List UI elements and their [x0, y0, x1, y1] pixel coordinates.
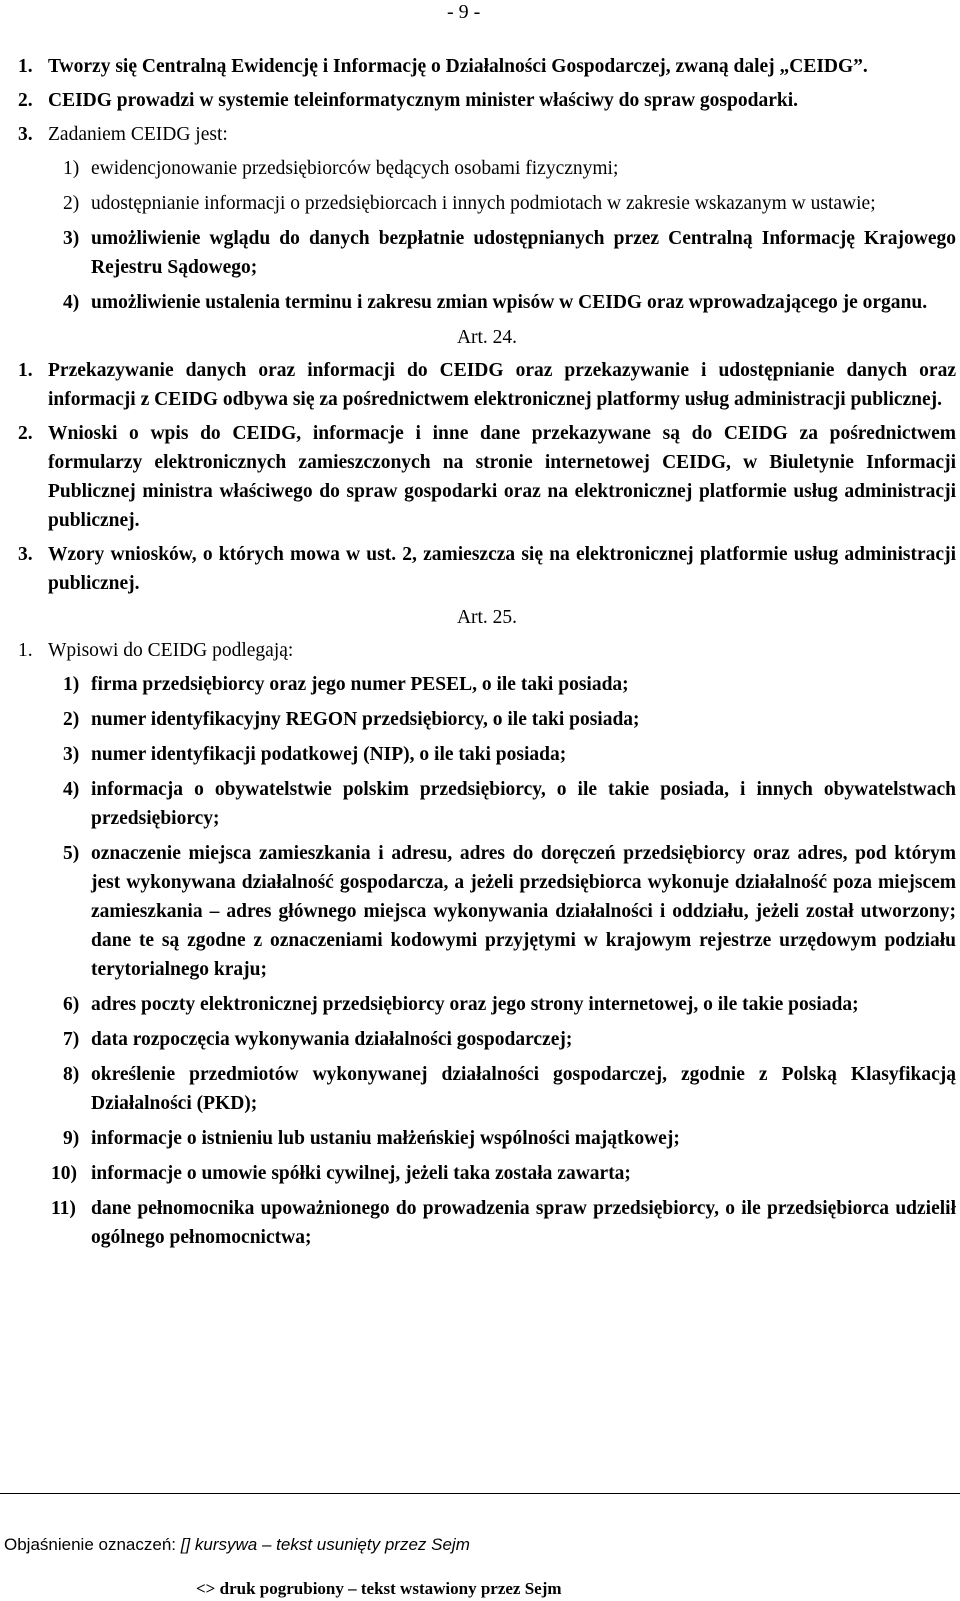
footer-legend — [4, 1535, 470, 1555]
list-item-text: dane pełnomocnika upoważnionego do prowadzenia spraw przedsiębiorcy, o ile przedsiębiorca udzielił ogólnego pełnomocnictwa; — [91, 1198, 956, 1248]
list-item — [18, 705, 956, 734]
list-item — [18, 1194, 956, 1252]
list-item-number: 3) — [63, 744, 80, 765]
list-item — [18, 1060, 956, 1118]
list-item — [18, 288, 956, 317]
paragraph-3 — [18, 120, 956, 149]
list-item-number: 1) — [63, 674, 80, 695]
list-item-number: 7) — [63, 1029, 80, 1050]
list-item-text: informacje o umowie spółki cywilnej, jeżeli taka została zawarta; — [91, 1163, 631, 1184]
list-item — [18, 839, 956, 984]
paragraph-number: 1. — [18, 640, 33, 661]
legend-label: Objaśnienie oznaczeń: — [4, 1535, 177, 1554]
paragraph-number: 1. — [18, 360, 33, 381]
paragraph-text: Przekazywanie danych oraz informacji do CEIDG oraz przekazywanie i udostępnianie danych oraz informacji z CEIDG odbywa się za pośrednictwem elektronicznej platformy usług administracji publicznej. — [48, 360, 956, 410]
paragraph-1 — [18, 52, 956, 81]
list-item-number: 2) — [63, 193, 80, 214]
list-item-text: określenie przedmiotów wykonywanej działalności gospodarczej, zgodnie z Polską Klasyfikacją Działalności (PKD); — [91, 1064, 956, 1114]
list-item — [18, 775, 956, 833]
list-item — [18, 990, 956, 1019]
paragraph-text: CEIDG prowadzi w systemie teleinformatycznym minister właściwy do spraw gospodarki. — [48, 90, 798, 111]
list-item — [18, 224, 956, 282]
list-item-number: 10) — [51, 1163, 77, 1184]
list-item — [18, 1025, 956, 1054]
list-item — [18, 154, 956, 183]
list-item-text: data rozpoczęcia wykonywania działalności gospodarczej; — [91, 1029, 573, 1050]
article-heading-24: Art. 24. — [456, 327, 518, 348]
paragraph-number: 2. — [18, 423, 33, 444]
list-item-text: firma przedsiębiorcy oraz jego numer PESEL, o ile taki posiada; — [91, 674, 629, 695]
list-item-text: umożliwienie wglądu do danych bezpłatnie udostępnianych przez Centralną Informację Krajowego Rejestru Sądowego; — [91, 228, 956, 278]
legend-bold: <> druk pogrubiony – tekst wstawiony przez Sejm — [196, 1579, 562, 1598]
footer-divider — [0, 1493, 960, 1494]
paragraph-text: Zadaniem CEIDG jest: — [48, 124, 228, 145]
list-item-number: 11) — [51, 1198, 76, 1219]
list-item — [18, 1159, 956, 1188]
list-item — [18, 670, 956, 699]
list-item — [18, 740, 956, 769]
paragraph-text: Wnioski o wpis do CEIDG, informacje i inne dane przekazywane są do CEIDG za pośrednictwem formularzy elektronicznych zamieszczonych na stronie internetowej CEIDG, w Biuletynie Informacji Publicznej ministra właściwego do spraw gospodarki oraz na elektronicznej platformie usług administracji publicznej. — [48, 423, 956, 531]
paragraph-text: Wpisowi do CEIDG podlegają: — [48, 640, 294, 661]
list-item-number: 3) — [63, 228, 80, 249]
document-body — [18, 52, 956, 1258]
paragraph-number: 2. — [18, 90, 33, 111]
paragraph-text: Tworzy się Centralną Ewidencję i Informację o Działalności Gospodarczej, zwaną dalej „CEIDG”. — [48, 56, 868, 77]
list-item-text: numer identyfikacyjny REGON przedsiębiorcy, o ile taki posiada; — [91, 709, 640, 730]
paragraph-number: 3. — [18, 544, 33, 565]
list-item-number: 1) — [63, 158, 80, 179]
list-item — [18, 189, 956, 218]
article-heading-25: Art. 25. — [456, 607, 518, 628]
list-item-number: 4) — [63, 779, 80, 800]
list-item-text: adres poczty elektronicznej przedsiębiorcy oraz jego strony internetowej, o ile takie posiada; — [91, 994, 859, 1015]
list-item-text: ewidencjonowanie przedsiębiorców będących osobami fizycznymi; — [91, 158, 619, 179]
list-item-number: 6) — [63, 994, 80, 1015]
legend-italic: [] kursywa – tekst usunięty przez Sejm — [180, 1535, 470, 1554]
list-item-text: umożliwienie ustalenia terminu i zakresu zmian wpisów w CEIDG oraz wprowadzającego je organu. — [91, 292, 928, 313]
list-item — [18, 1124, 956, 1153]
paragraph-number: 1. — [18, 56, 33, 77]
list-item-number: 2) — [63, 709, 80, 730]
art24-paragraph-1 — [18, 356, 956, 414]
art24-paragraph-3 — [18, 540, 956, 598]
list-item-text: informacja o obywatelstwie polskim przedsiębiorcy, o ile takie posiada, i innych obywatelstwach przedsiębiorcy; — [91, 779, 956, 829]
page-number: - 9 - — [447, 1, 481, 23]
list-item-text: udostępnianie informacji o przedsiębiorcach i innych podmiotach w zakresie wskazanym w ustawie; — [91, 193, 876, 214]
list-item-text: numer identyfikacji podatkowej (NIP), o ile taki posiada; — [91, 744, 567, 765]
list-item-text: oznaczenie miejsca zamieszkania i adresu, adres do doręczeń przedsiębiorcy oraz adres, pod którym jest wykonywana działalność gospodarcza, a jeżeli przedsiębiorca wykonuje działalność poza miejscem zamieszkania – adres głównego miejsca wykonywania działalności i oddziału, jeżeli został utworzony; dane te są zgodne z oznaczeniami kodowymi przyjętymi w krajowym rejestrze urzędowym podziału terytorialnego kraju; — [91, 843, 956, 980]
art24-paragraph-2 — [18, 419, 956, 535]
list-item-number: 8) — [63, 1064, 80, 1085]
list-item-number: 9) — [63, 1128, 80, 1149]
list-item-number: 5) — [63, 843, 80, 864]
paragraph-number: 3. — [18, 124, 33, 145]
paragraph-2 — [18, 86, 956, 115]
list-item-text: informacje o istnieniu lub ustaniu małżeńskiej wspólności majątkowej; — [91, 1128, 680, 1149]
list-item-number: 4) — [63, 292, 80, 313]
paragraph-text: Wzory wniosków, o których mowa w ust. 2, zamieszcza się na elektronicznej platformie usług administracji publicznej. — [48, 544, 956, 594]
art25-paragraph-1 — [18, 636, 956, 665]
